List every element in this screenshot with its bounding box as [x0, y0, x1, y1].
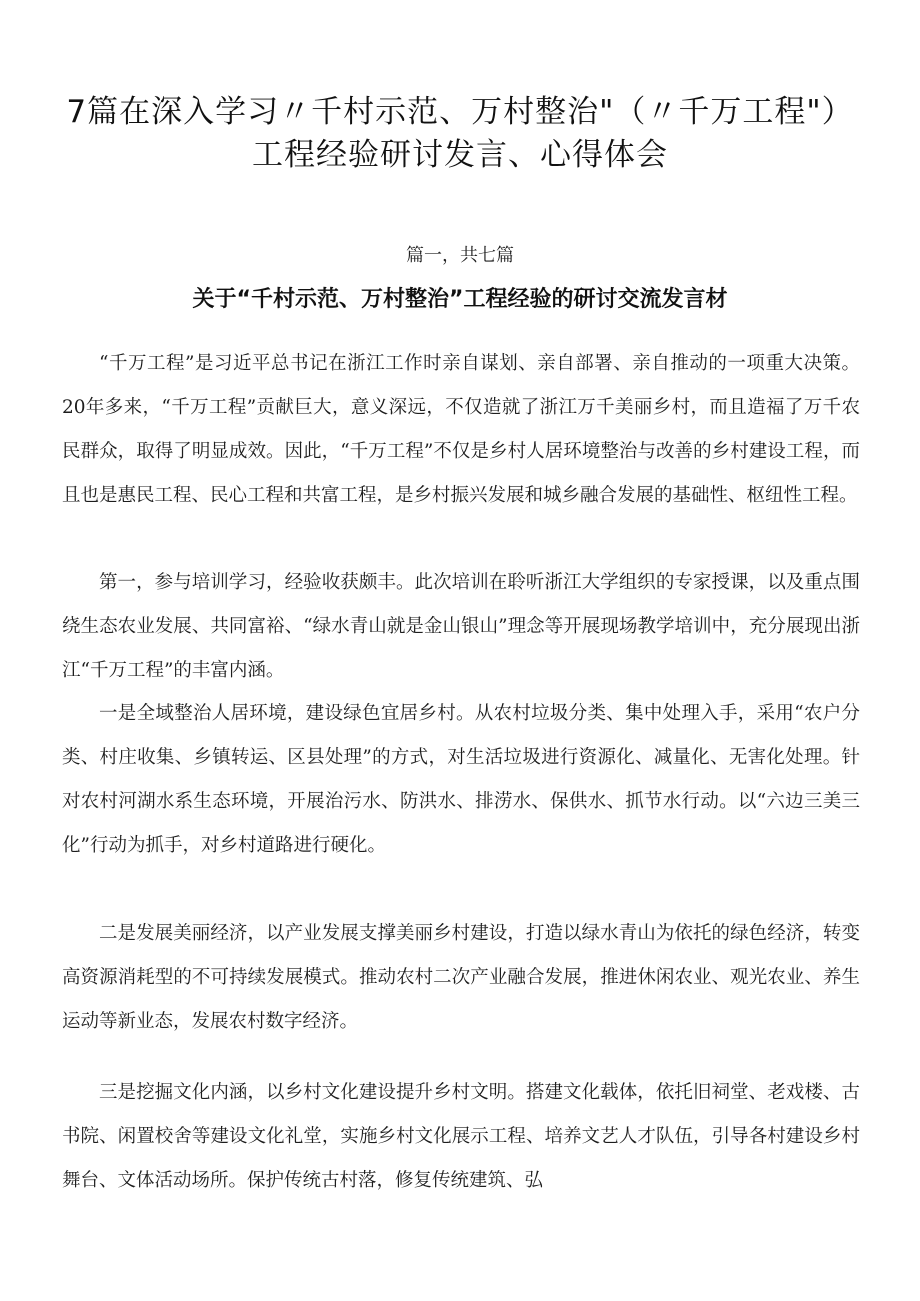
section-title: 关于“千村示范、万村整治”工程经验的研讨交流发言材	[192, 287, 728, 312]
paragraph-beautiful-economy: 二是发展美丽经济，以产业发展支撑美丽乡村建设，打造以绿水青山为依托的绿色经济，转变高资源消耗型的不可持续发展模式。推动农村二次产业融合发展，推进休闲农业、观光农业、养生运动等新业态，发展农村数字经济。	[62, 922, 860, 1032]
document-title-line-1: 7篇在深入学习〃千村示范、万村整治"（〃千万工程"）	[66, 94, 854, 130]
section-number: 篇一，共七篇	[406, 245, 514, 266]
paragraph-intro: “千万工程”是习近平总书记在浙江工作时亲自谋划、亲自部署、亲自推动的一项重大决策。20年多来，“千万工程”贡献巨大，意义深远，不仅造就了浙江万千美丽乡村，而且造福了万千农民群众，取得了明显成效。因此，“千万工程”不仅是乡村人居环境整治与改善的乡村建设工程，而且也是惠民工程、民心工程和共富工程，是乡村振兴发展和城乡融合发展的基础性、枢纽性工程。	[62, 352, 860, 506]
paragraph-living-environment: 一是全域整治人居环境，建设绿色宜居乡村。从农村垃圾分类、集中处理入手，采用“农户分类、村庄收集、乡镇转运、区县处理”的方式，对生活垃圾进行资源化、减量化、无害化处理。针对农村河湖水系生态环境，开展治污水、防洪水、排涝水、保供水、抓节水行动。以“六边三美三化”行动为抓手，对乡村道路进行硬化。	[62, 702, 860, 856]
document-title-line-2: 工程经验研讨发言、心得体会	[252, 137, 668, 173]
paragraph-cultural-heritage: 三是挖掘文化内涵，以乡村文化建设提升乡村文明。搭建文化载体，依托旧祠堂、老戏楼、古书院、闲置校舍等建设文化礼堂，实施乡村文化展示工程、培养文艺人才队伍，引导各村建设乡村舞台、文体活动场所。保护传统古村落，修复传统建筑、弘	[62, 1081, 860, 1191]
paragraph-first-point: 第一，参与培训学习，经验收获颇丰。此次培训在聆听浙江大学组织的专家授课，以及重点围绕生态农业发展、共同富裕、“绿水青山就是金山银山”理念等开展现场教学培训中，充分展现出浙江“千万工程”的丰富内涵。	[62, 571, 860, 681]
